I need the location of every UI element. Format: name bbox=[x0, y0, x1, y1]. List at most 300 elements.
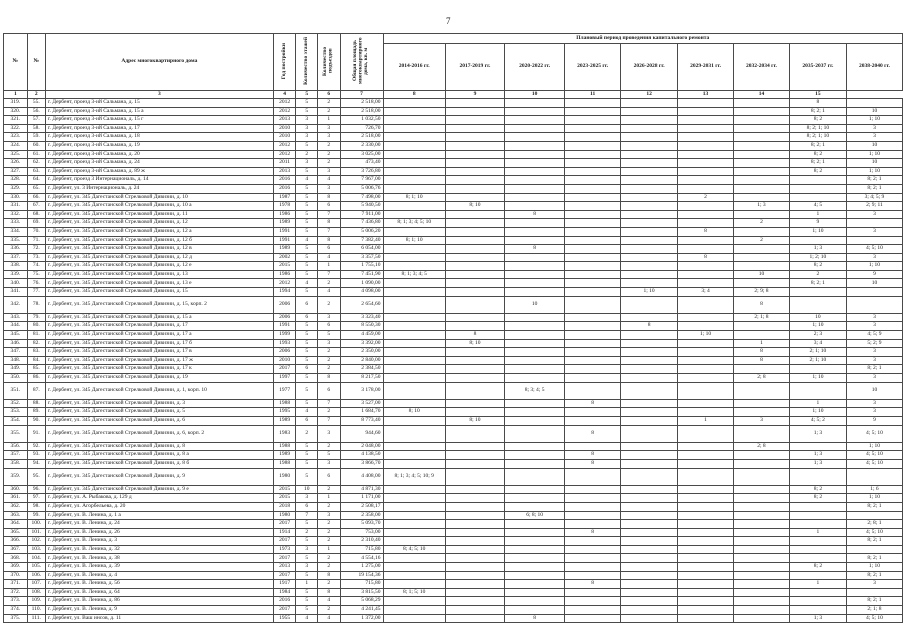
row-number: 326. bbox=[4, 159, 28, 168]
row-floors: 5 bbox=[296, 219, 318, 228]
row-period-cell bbox=[621, 167, 678, 176]
row-period-cell bbox=[734, 365, 790, 374]
row-area: 715,80 bbox=[340, 580, 383, 589]
row-address: г. Дербент, ул. Агорбельева, д. 20 bbox=[45, 502, 273, 511]
row-year: 1995 bbox=[273, 408, 296, 417]
table-row bbox=[4, 442, 903, 451]
row-sub-number: 77. bbox=[27, 288, 45, 297]
row-period-cell bbox=[734, 451, 790, 460]
row-period-cell bbox=[621, 262, 678, 271]
row-period-cell bbox=[621, 494, 678, 503]
row-floors: 3 bbox=[296, 133, 318, 142]
table-row bbox=[4, 133, 903, 142]
row-period-cell bbox=[846, 545, 902, 554]
row-period-cell bbox=[734, 571, 790, 580]
row-floors: 5 bbox=[296, 374, 318, 383]
row-entrances: 7 bbox=[317, 399, 340, 408]
row-number: 343. bbox=[4, 313, 28, 322]
row-year: 2006 bbox=[273, 296, 296, 313]
row-number: 358. bbox=[4, 459, 28, 468]
table-row bbox=[4, 459, 903, 468]
row-period-cell bbox=[565, 141, 621, 150]
row-period-cell: 1; 3 bbox=[789, 451, 846, 460]
row-period-cell bbox=[565, 416, 621, 425]
row-period-cell bbox=[734, 511, 790, 520]
row-period-cell bbox=[565, 511, 621, 520]
row-entrances: 4 bbox=[317, 176, 340, 185]
row-period-cell bbox=[734, 606, 790, 615]
row-period-cell: 3 bbox=[846, 356, 902, 365]
table-row bbox=[4, 176, 903, 185]
row-period-cell bbox=[565, 408, 621, 417]
row-entrances: 3 bbox=[317, 511, 340, 520]
capital-repair-schedule-table bbox=[3, 33, 903, 623]
row-period-cell: 3 bbox=[846, 399, 902, 408]
row-entrances: 2 bbox=[317, 606, 340, 615]
row-period-cell bbox=[789, 588, 846, 597]
row-period-cell bbox=[621, 279, 678, 288]
row-entrances: 3 bbox=[317, 133, 340, 142]
row-period-cell: 8 bbox=[734, 348, 790, 357]
row-period-cell bbox=[621, 399, 678, 408]
row-year: 2016 bbox=[273, 176, 296, 185]
column-number: 10 bbox=[505, 91, 565, 99]
row-number: 338. bbox=[4, 262, 28, 271]
row-period-cell bbox=[445, 614, 504, 623]
row-period-cell: 8 bbox=[734, 296, 790, 313]
row-period-cell bbox=[734, 459, 790, 468]
row-period-cell bbox=[789, 288, 846, 297]
row-address: г. Дербент, ул. 345 Дагестанской Стрелковой Дивизии, д. 19 bbox=[45, 374, 273, 383]
row-period-cell bbox=[846, 588, 902, 597]
row-number: 334. bbox=[4, 227, 28, 236]
row-period-cell bbox=[734, 468, 790, 485]
row-period-cell: 1; 10 bbox=[621, 288, 678, 297]
row-year: 2012 bbox=[273, 141, 296, 150]
row-period-cell bbox=[505, 356, 565, 365]
row-period-cell: 1; 10 bbox=[846, 494, 902, 503]
row-number: 354. bbox=[4, 416, 28, 425]
row-address: г. Дербент, ул. 345 Дагестанской Стрелковой Дивизии, д. 12 в bbox=[45, 245, 273, 254]
row-period-cell bbox=[505, 313, 565, 322]
row-period-cell bbox=[734, 588, 790, 597]
row-period-cell bbox=[505, 399, 565, 408]
row-address: г. Дербент, ул. 345 Дагестанской Стрелковой Дивизии, д. 8 б bbox=[45, 459, 273, 468]
row-address: г. Дербент, ул. 345 Дагестанской Стрелковой Дивизии, д. 11 bbox=[45, 210, 273, 219]
row-number: 361. bbox=[4, 494, 28, 503]
row-address: г. Дербент, ул. 345 Дагестанской Стрелковой Дивизии, д. 17 в bbox=[45, 348, 273, 357]
header-period: 2038-2040 гг. bbox=[846, 44, 902, 91]
row-floors: 5 bbox=[296, 554, 318, 563]
row-period-cell: 8 bbox=[734, 356, 790, 365]
row-year: 2011 bbox=[273, 159, 296, 168]
row-area: 5 068,29 bbox=[340, 597, 383, 606]
row-area: 4 871,30 bbox=[340, 485, 383, 494]
row-number: 345. bbox=[4, 331, 28, 340]
row-sub-number: 104. bbox=[27, 554, 45, 563]
row-period-cell bbox=[383, 442, 445, 451]
row-period-cell bbox=[383, 99, 445, 108]
row-period-cell: 3 bbox=[734, 416, 790, 425]
row-period-cell bbox=[445, 348, 504, 357]
row-period-cell: 4; 5; 10 bbox=[846, 614, 902, 623]
row-period-cell: 8 bbox=[678, 227, 734, 236]
table-row bbox=[4, 227, 903, 236]
column-number: 9 bbox=[445, 91, 504, 99]
row-year: 2002 bbox=[273, 253, 296, 262]
row-period-cell: 1 bbox=[678, 416, 734, 425]
row-address: г. Дербент, ул. 345 Дагестанской Стрелковой Дивизии, д. 17 б bbox=[45, 339, 273, 348]
row-period-cell bbox=[445, 545, 504, 554]
row-period-cell bbox=[621, 520, 678, 529]
row-entrances: 2 bbox=[317, 502, 340, 511]
row-period-cell bbox=[445, 262, 504, 271]
row-address: г. Дербент, проезд 3-ий Сальмана, д. 89 ж bbox=[45, 167, 273, 176]
row-sub-number: 111. bbox=[27, 614, 45, 623]
row-area: 5 006,20 bbox=[340, 227, 383, 236]
row-entrances: 2 bbox=[317, 107, 340, 116]
row-period-cell bbox=[383, 202, 445, 211]
table-row bbox=[4, 554, 903, 563]
table-row bbox=[4, 606, 903, 615]
row-address: г. Дербент, ул. 345 Дагестанской Стрелковой Дивизии, д. 12 д bbox=[45, 253, 273, 262]
row-entrances: 2 bbox=[317, 528, 340, 537]
row-sub-number: 99. bbox=[27, 511, 45, 520]
row-period-cell bbox=[621, 468, 678, 485]
row-number: 337. bbox=[4, 253, 28, 262]
row-period-cell bbox=[565, 588, 621, 597]
row-sub-number: 79. bbox=[27, 313, 45, 322]
row-sub-number: 95. bbox=[27, 468, 45, 485]
row-period-cell: 3 bbox=[846, 210, 902, 219]
row-sub-number: 87. bbox=[27, 382, 45, 399]
row-period-cell bbox=[846, 288, 902, 297]
table-row bbox=[4, 202, 903, 211]
row-period-cell bbox=[789, 382, 846, 399]
row-period-cell: 3 bbox=[846, 408, 902, 417]
row-period-cell: 8; 10 bbox=[445, 339, 504, 348]
row-year: 1984 bbox=[273, 588, 296, 597]
row-floors: 3 bbox=[296, 159, 318, 168]
row-entrances: 1 bbox=[317, 545, 340, 554]
row-period-cell bbox=[383, 502, 445, 511]
row-period-cell bbox=[734, 520, 790, 529]
row-period-cell bbox=[445, 442, 504, 451]
row-period-cell bbox=[383, 374, 445, 383]
row-floors: 5 bbox=[296, 322, 318, 331]
row-number: 351. bbox=[4, 382, 28, 399]
row-entrances: 7 bbox=[317, 416, 340, 425]
row-period-cell bbox=[621, 176, 678, 185]
row-period-cell bbox=[678, 184, 734, 193]
row-period-cell: 3 bbox=[846, 580, 902, 589]
row-area: 2 840,00 bbox=[340, 356, 383, 365]
row-period-cell: 8 bbox=[678, 253, 734, 262]
row-period-cell bbox=[846, 236, 902, 245]
row-floors: 6 bbox=[296, 313, 318, 322]
row-area: 3 527,00 bbox=[340, 399, 383, 408]
row-period-cell bbox=[621, 597, 678, 606]
row-address: г. Дербент, ул. 345 Дагестанской Стрелковой Дивизии, д. 13 е bbox=[45, 279, 273, 288]
row-entrances: 8 bbox=[317, 374, 340, 383]
row-period-cell bbox=[678, 468, 734, 485]
row-period-cell bbox=[621, 210, 678, 219]
row-period-cell bbox=[565, 322, 621, 331]
row-sub-number: 94. bbox=[27, 459, 45, 468]
row-address: г. Дербент, ул. 345 Дагестанской Стрелковой Дивизии, д. 8 а bbox=[45, 451, 273, 460]
row-area: 473,40 bbox=[340, 159, 383, 168]
row-sub-number: 107. bbox=[27, 580, 45, 589]
row-floors: 5 bbox=[296, 442, 318, 451]
row-period-cell: 10 bbox=[734, 270, 790, 279]
row-address: г. Дербент, ул. 345 Дагестанской Стрелковой Дивизии, д. 15 а bbox=[45, 313, 273, 322]
row-area: 4 408,00 bbox=[340, 468, 383, 485]
row-floors: 4 bbox=[296, 614, 318, 623]
row-year: 1991 bbox=[273, 322, 296, 331]
row-year: 1980 bbox=[273, 468, 296, 485]
row-address: г. Дербент, ул. 345 Дагестанской Стрелковой Дивизии, д. 6, корп. 2 bbox=[45, 425, 273, 442]
table-row bbox=[4, 502, 903, 511]
row-address: г. Дербент, ул. В. Ленина, д. 56 bbox=[45, 580, 273, 589]
table-row bbox=[4, 322, 903, 331]
row-sub-number: 74. bbox=[27, 262, 45, 271]
table-row bbox=[4, 279, 903, 288]
row-address: г. Дербент, ул. 345 Дагестанской Стрелковой Дивизии, д. 10 а bbox=[45, 202, 273, 211]
row-period-cell bbox=[445, 571, 504, 580]
row-number: 346. bbox=[4, 339, 28, 348]
row-floors: 5 bbox=[296, 451, 318, 460]
table-row bbox=[4, 511, 903, 520]
table-row bbox=[4, 416, 903, 425]
row-period-cell bbox=[445, 279, 504, 288]
row-period-cell bbox=[565, 124, 621, 133]
row-area: 3 178,00 bbox=[340, 382, 383, 399]
row-period-cell bbox=[734, 193, 790, 202]
row-period-cell: 8; 1; 3; 4; 5 bbox=[383, 270, 445, 279]
row-period-cell bbox=[565, 554, 621, 563]
row-period-cell bbox=[445, 288, 504, 297]
row-period-cell bbox=[383, 580, 445, 589]
row-period-cell bbox=[678, 107, 734, 116]
row-floors: 3 bbox=[296, 124, 318, 133]
row-period-cell bbox=[445, 124, 504, 133]
row-floors: 3 bbox=[296, 494, 318, 503]
row-floors: 4 bbox=[296, 176, 318, 185]
row-period-cell: 9 bbox=[846, 416, 902, 425]
row-entrances: 2 bbox=[317, 150, 340, 159]
row-period-cell: 8; 2; 1 bbox=[846, 597, 902, 606]
row-period-cell bbox=[621, 236, 678, 245]
row-period-cell bbox=[565, 331, 621, 340]
row-year: 2017 bbox=[273, 365, 296, 374]
row-period-cell bbox=[734, 150, 790, 159]
row-period-cell bbox=[383, 614, 445, 623]
row-entrances: 3 bbox=[317, 339, 340, 348]
row-period-cell bbox=[383, 262, 445, 271]
row-period-cell bbox=[445, 494, 504, 503]
row-area: 5 093,70 bbox=[340, 520, 383, 529]
row-period-cell bbox=[565, 116, 621, 125]
table-row bbox=[4, 219, 903, 228]
row-period-cell bbox=[565, 107, 621, 116]
row-entrances: 6 bbox=[317, 322, 340, 331]
row-floors: 5 bbox=[296, 356, 318, 365]
row-period-cell: 4; 5; 10 bbox=[846, 425, 902, 442]
row-period-cell bbox=[678, 580, 734, 589]
row-entrances: 4 bbox=[317, 597, 340, 606]
table-row bbox=[4, 537, 903, 546]
row-period-cell: 8; 2; 1 bbox=[846, 571, 902, 580]
row-floors: 5 bbox=[296, 331, 318, 340]
table-row bbox=[4, 288, 903, 297]
row-period-cell bbox=[621, 99, 678, 108]
row-period-cell bbox=[565, 236, 621, 245]
row-address: г. Дербент, ул. 345 Дагестанской Стрелковой Дивизии, д. 13 bbox=[45, 270, 273, 279]
row-period-cell bbox=[734, 502, 790, 511]
row-year: 1994 bbox=[273, 288, 296, 297]
row-area: 7 967,00 bbox=[340, 176, 383, 185]
row-period-cell bbox=[789, 296, 846, 313]
row-floors: 5 bbox=[296, 571, 318, 580]
row-period-cell: 2; 8 bbox=[734, 442, 790, 451]
row-period-cell bbox=[621, 331, 678, 340]
row-period-cell bbox=[621, 485, 678, 494]
row-area: 2 508,17 bbox=[340, 502, 383, 511]
row-number: 364. bbox=[4, 520, 28, 529]
row-year: 1991 bbox=[273, 236, 296, 245]
row-period-cell bbox=[505, 580, 565, 589]
row-entrances: 2 bbox=[317, 563, 340, 572]
row-sub-number: 80. bbox=[27, 322, 45, 331]
row-period-cell bbox=[621, 502, 678, 511]
header-period: 2017-2019 гг. bbox=[445, 44, 504, 91]
row-period-cell bbox=[846, 511, 902, 520]
column-number: 15 bbox=[789, 91, 846, 99]
row-period-cell bbox=[734, 133, 790, 142]
row-address: г. Дербент, ул. 345 Дагестанской Стрелковой Дивизии, д. 10 bbox=[45, 193, 273, 202]
row-period-cell bbox=[621, 270, 678, 279]
row-period-cell bbox=[565, 339, 621, 348]
row-period-cell bbox=[734, 485, 790, 494]
row-period-cell bbox=[678, 545, 734, 554]
row-sub-number: 61. bbox=[27, 150, 45, 159]
row-period-cell bbox=[383, 331, 445, 340]
row-period-cell bbox=[505, 262, 565, 271]
row-period-cell bbox=[734, 322, 790, 331]
row-number: 331. bbox=[4, 202, 28, 211]
row-period-cell bbox=[734, 124, 790, 133]
row-sub-number: 82. bbox=[27, 339, 45, 348]
row-entrances: 3 bbox=[317, 167, 340, 176]
row-period-cell bbox=[505, 202, 565, 211]
row-period-cell bbox=[383, 537, 445, 546]
row-period-cell bbox=[565, 150, 621, 159]
header-address: Адрес многоквартирного дома bbox=[45, 34, 273, 91]
row-floors: 5 bbox=[296, 99, 318, 108]
row-period-cell bbox=[505, 227, 565, 236]
page-number: 7 bbox=[446, 16, 451, 26]
row-period-cell bbox=[505, 442, 565, 451]
row-floors: 2 bbox=[296, 150, 318, 159]
row-period-cell bbox=[565, 563, 621, 572]
row-sub-number: 103. bbox=[27, 545, 45, 554]
row-period-cell bbox=[789, 236, 846, 245]
row-number: 340. bbox=[4, 279, 28, 288]
row-period-cell bbox=[678, 502, 734, 511]
row-year: 2016 bbox=[273, 597, 296, 606]
row-period-cell bbox=[383, 348, 445, 357]
row-period-cell bbox=[734, 159, 790, 168]
row-address: г. Дербент, проезд 3-ий Сальмана, д. 24 bbox=[45, 159, 273, 168]
row-address: г. Дербент, ул. 345 Дагестанской Стрелковой Дивизии, д. 17 к bbox=[45, 365, 273, 374]
row-floors: 5 bbox=[296, 597, 318, 606]
row-period-cell bbox=[678, 563, 734, 572]
row-period-cell bbox=[734, 262, 790, 271]
row-period-cell bbox=[505, 150, 565, 159]
row-period-cell bbox=[621, 459, 678, 468]
row-entrances: 2 bbox=[317, 141, 340, 150]
row-floors: 5 bbox=[296, 520, 318, 529]
row-period-cell bbox=[678, 159, 734, 168]
row-floors: 5 bbox=[296, 588, 318, 597]
row-period-cell bbox=[383, 416, 445, 425]
row-period-cell bbox=[445, 580, 504, 589]
row-floors: 5 bbox=[296, 167, 318, 176]
row-entrances: 3 bbox=[317, 459, 340, 468]
header-period: 2029-2031 гг. bbox=[678, 44, 734, 91]
row-area: 7 436,80 bbox=[340, 219, 383, 228]
row-period-cell: 5; 2; 9 bbox=[846, 339, 902, 348]
row-period-cell: 4; 5 bbox=[789, 202, 846, 211]
row-sub-number: 90. bbox=[27, 416, 45, 425]
row-period-cell bbox=[565, 193, 621, 202]
row-period-cell: 3 bbox=[846, 133, 902, 142]
row-period-cell bbox=[445, 425, 504, 442]
row-period-cell: 1; 3 bbox=[789, 614, 846, 623]
row-period-cell bbox=[445, 408, 504, 417]
row-floors: 5 bbox=[296, 468, 318, 485]
row-entrances: 2 bbox=[317, 159, 340, 168]
row-period-cell bbox=[734, 382, 790, 399]
row-period-cell bbox=[789, 442, 846, 451]
row-period-cell: 2; 3 bbox=[789, 331, 846, 340]
row-period-cell bbox=[505, 571, 565, 580]
row-address: г. Дербент, проезд 3-ий Сальмана, д. 15 г bbox=[45, 116, 273, 125]
row-number: 320. bbox=[4, 107, 28, 116]
row-period-cell bbox=[565, 167, 621, 176]
row-period-cell bbox=[505, 270, 565, 279]
row-year: 1986 bbox=[273, 270, 296, 279]
row-period-cell bbox=[565, 494, 621, 503]
row-year: 1977 bbox=[273, 382, 296, 399]
row-floors: 6 bbox=[296, 416, 318, 425]
row-floors: 5 bbox=[296, 606, 318, 615]
row-area: 19 154,36 bbox=[340, 571, 383, 580]
row-period-cell: 2 bbox=[678, 193, 734, 202]
row-period-cell: 8; 2; 1 bbox=[846, 176, 902, 185]
row-entrances: 7 bbox=[317, 270, 340, 279]
row-sub-number: 97. bbox=[27, 494, 45, 503]
row-sub-number: 92. bbox=[27, 442, 45, 451]
table-row bbox=[4, 348, 903, 357]
row-period-cell bbox=[678, 520, 734, 529]
row-period-cell bbox=[383, 425, 445, 442]
header-area: Общая площадь многоквартирного дома, кв. м bbox=[340, 34, 383, 91]
row-period-cell bbox=[734, 563, 790, 572]
row-number: 367. bbox=[4, 545, 28, 554]
row-period-cell bbox=[734, 116, 790, 125]
row-sub-number: 86. bbox=[27, 374, 45, 383]
